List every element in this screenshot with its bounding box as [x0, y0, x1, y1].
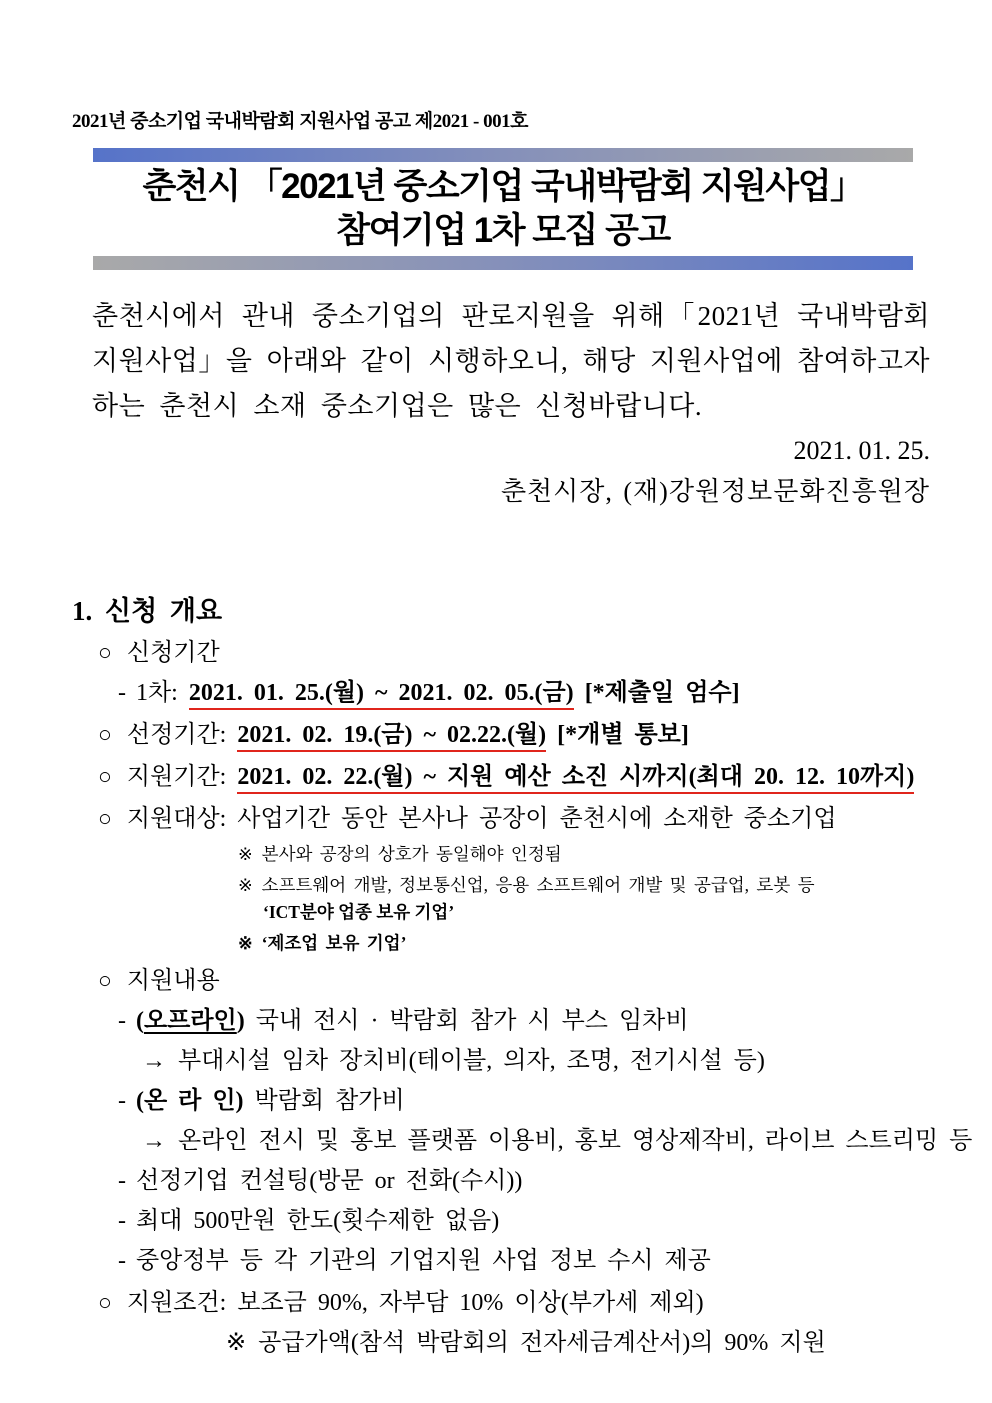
item-support-content — [98, 965, 992, 997]
item-consulting — [118, 1166, 992, 1197]
support-period-label: 지원기간: — [126, 764, 238, 790]
offline-description: 국내 전시 · 박람회 참가 시 부스 임차비 — [244, 1008, 689, 1034]
dash-bullet-icon: - — [118, 1208, 126, 1234]
dash-bullet-icon: - — [118, 680, 126, 706]
banner-top-gradient-bar — [93, 148, 913, 162]
target-note-1-text: 본사와 공장의 상호가 동일해야 인정됨 — [261, 844, 562, 864]
consulting-text: 선정기업 컨설팅(방문 or 전화(수시)) — [136, 1168, 523, 1194]
intro-paragraph: 춘천시에서 관내 중소기업의 판로지원을 위해「2021년 국내박람회 지원사업」을 아래와 같이 시행하오니, 해당 지원사업에 참여하고자 하는 춘천시 소재 중소기업은 많은 신청바랍니다. — [92, 301, 930, 421]
title-line-1: 춘천시 「2021년 중소기업 국내박람회 지원사업」 — [142, 167, 864, 206]
selection-period-dates: 2021. 02. 19.(금) ~ 02.22.(월) — [237, 722, 546, 752]
target-note-1 — [238, 842, 992, 866]
title-line-2: 참여기업 1차 모집 공고 — [336, 211, 670, 250]
signature-line: 춘천시장, (재)강원정보문화진흥원장 — [500, 477, 930, 506]
offline-tag-open: ( — [136, 1008, 144, 1034]
dash-bullet-icon: - — [118, 1248, 126, 1274]
target-note-2-text: 소프트웨어 개발, 정보통신업, 응용 소프트웨어 개발 및 공급업, 로봇 등 — [261, 875, 815, 895]
item-support-target — [98, 803, 992, 835]
support-content-label: 지원내용 — [126, 968, 220, 994]
dash-bullet-icon: - — [118, 1008, 126, 1034]
target-note-3 — [238, 931, 992, 955]
dash-bullet-icon: - — [118, 1088, 126, 1114]
offline-tag-word: 오프라인 — [144, 1008, 237, 1034]
target-note-2 — [238, 873, 992, 897]
item-online — [118, 1086, 992, 1117]
reference-mark-icon: ※ — [238, 875, 253, 895]
item-limit — [118, 1206, 992, 1237]
circle-bullet-icon: ○ — [98, 1290, 112, 1315]
item-selection-period — [98, 719, 992, 751]
apply-round-prefix: 1차: — [136, 680, 189, 706]
item-offline — [118, 1006, 992, 1037]
reference-mark-icon: ※ — [226, 1330, 247, 1356]
support-condition-label: 지원조건: 보조금 90%, 자부담 10% 이상(부가세 제외) — [126, 1290, 704, 1316]
target-note-2-continued: ‘ICT분야 업종 보유 기업’ — [263, 902, 455, 922]
page-title — [93, 162, 913, 256]
online-tag: (온 라 인) — [136, 1088, 244, 1114]
document-number: 2021년 중소기업 국내박람회 지원사업 공고 제2021 - 001호 — [72, 111, 528, 132]
info-provision-text: 중앙정부 등 각 기관의 기업지원 사업 정보 수시 제공 — [136, 1248, 711, 1274]
announcement-date: 2021. 01. 25. — [793, 436, 930, 465]
section-1-heading: 1. 신청 개요 — [72, 596, 223, 626]
arrow-icon: → — [142, 1048, 166, 1074]
selection-period-label: 선정기간: — [126, 722, 238, 748]
reference-mark-icon: ※ — [238, 844, 253, 864]
online-description: 박람회 참가비 — [243, 1088, 405, 1114]
condition-note-text: 공급가액(참석 박람회의 전자세금계산서)의 90% 지원 — [258, 1330, 826, 1356]
title-banner — [93, 148, 913, 270]
item-info-provision — [118, 1246, 992, 1277]
offline-detail-text: 부대시설 임차 장치비(테이블, 의자, 조명, 전기시설 등) — [178, 1048, 765, 1074]
item-apply-period-detail — [118, 678, 992, 709]
circle-bullet-icon: ○ — [98, 968, 112, 993]
circle-bullet-icon: ○ — [98, 806, 112, 831]
reference-mark-icon: ※ — [238, 933, 253, 953]
banner-bottom-gradient-bar — [93, 256, 913, 270]
selection-period-note: [*개별 통보] — [546, 722, 689, 748]
offline-tag-close: ) — [236, 1008, 245, 1034]
item-online-detail — [142, 1126, 992, 1157]
item-apply-period — [98, 637, 992, 669]
apply-period-label: 신청기간 — [126, 640, 220, 666]
target-note-3-text: ‘제조업 보유 기업’ — [261, 933, 407, 953]
condition-note — [226, 1328, 992, 1359]
arrow-icon: → — [142, 1128, 166, 1154]
circle-bullet-icon: ○ — [98, 722, 112, 747]
online-detail-text: 온라인 전시 및 홍보 플랫폼 이용비, 홍보 영상제작비, 라이브 스트리밍 등 — [178, 1128, 973, 1154]
limit-text: 최대 500만원 한도(횟수제한 없음) — [136, 1208, 500, 1234]
apply-period-note: [*제출일 엄수] — [573, 680, 740, 706]
support-target-label: 지원대상: 사업기간 동안 본사나 공장이 춘천시에 소재한 중소기업 — [126, 806, 837, 832]
circle-bullet-icon: ○ — [98, 640, 112, 665]
circle-bullet-icon: ○ — [98, 764, 112, 789]
support-period-dates: 2021. 02. 22.(월) ~ 지원 예산 소진 시까지(최대 20. 12. 10까지) — [237, 764, 914, 794]
item-offline-detail — [142, 1046, 992, 1077]
apply-period-dates: 2021. 01. 25.(월) ~ 2021. 02. 05.(금) — [189, 680, 574, 710]
item-support-period — [98, 761, 992, 793]
dash-bullet-icon: - — [118, 1168, 126, 1194]
item-support-condition — [98, 1287, 992, 1319]
